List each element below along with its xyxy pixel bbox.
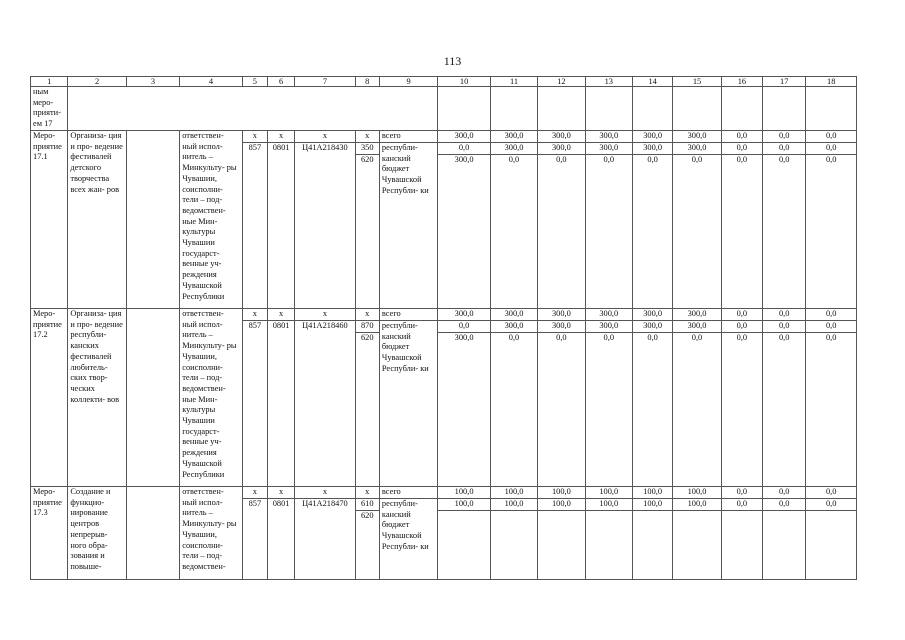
amount-cell: 0,0: [721, 309, 762, 321]
amount-cell: 100,0: [438, 487, 490, 499]
grbs-code: [242, 333, 267, 487]
col-number: 13: [585, 77, 632, 87]
amount-cell: 0,0: [806, 155, 857, 309]
amount-cell: 300,0: [632, 321, 672, 333]
col-number: 11: [490, 77, 537, 87]
empty-cell: [126, 131, 179, 309]
amount-cell: 0,0: [673, 155, 721, 309]
amount-cell: [673, 511, 721, 580]
grbs-code: 857: [242, 499, 267, 511]
col-number: 10: [438, 77, 490, 87]
amount-cell: 0,0: [721, 487, 762, 499]
empty-cell: [673, 87, 721, 131]
section-code: x: [267, 487, 294, 499]
amount-cell: 100,0: [632, 499, 672, 511]
amount-cell: 300,0: [438, 333, 490, 487]
amount-cell: 0,0: [438, 143, 490, 155]
amount-cell: 100,0: [438, 499, 490, 511]
amount-cell: 100,0: [585, 499, 632, 511]
expense-type-code: 620: [355, 511, 379, 580]
empty-cell: [721, 87, 762, 131]
empty-cell: [763, 87, 806, 131]
amount-cell: [538, 511, 585, 580]
amount-cell: 0,0: [806, 131, 857, 143]
grbs-code: [242, 155, 267, 309]
amount-cell: [438, 511, 490, 580]
section-code: 0801: [267, 321, 294, 333]
col-number: 2: [68, 77, 126, 87]
amount-cell: 100,0: [490, 487, 537, 499]
amount-cell: 0,0: [763, 333, 806, 487]
budget-table: [30, 76, 857, 580]
amount-cell: [806, 511, 857, 580]
amount-cell: 0,0: [538, 155, 585, 309]
section-code: 0801: [267, 499, 294, 511]
amount-cell: 0,0: [763, 155, 806, 309]
col-number: 4: [180, 77, 243, 87]
event-id: Меро- приятие 17.2: [31, 309, 68, 487]
amount-cell: 0,0: [763, 143, 806, 155]
amount-cell: 0,0: [763, 487, 806, 499]
grbs-code: x: [242, 131, 267, 143]
funding-source: всего: [379, 309, 437, 321]
amount-cell: 300,0: [490, 131, 537, 143]
amount-cell: 300,0: [632, 143, 672, 155]
target-article-code: Ц41А218460: [295, 321, 356, 333]
col-number: 5: [242, 77, 267, 87]
funding-source: республи- канский бюджет Чувашской Республи- ки: [379, 321, 437, 487]
amount-cell: 0,0: [806, 321, 857, 333]
amount-cell: 0,0: [721, 155, 762, 309]
amount-cell: 0,0: [806, 143, 857, 155]
funding-source: республи- канский бюджет Чувашской Республи- ки: [379, 499, 437, 580]
target-article-code: x: [295, 309, 356, 321]
amount-cell: 0,0: [763, 309, 806, 321]
empty-cell: [806, 87, 857, 131]
amount-cell: [490, 511, 537, 580]
amount-cell: 0,0: [763, 499, 806, 511]
continuation-label: ным меро- прияти- ем 17: [31, 87, 68, 131]
expense-type-code: 620: [355, 333, 379, 487]
amount-cell: [632, 511, 672, 580]
responsible-executor: ответствен- ный испол- нитель – Минкульту- ры Чувашии, соисполни- тели – под- ведомствен- ные Мин- культуры Чувашии государст- венные уч- реждения Чувашской Республики: [180, 131, 243, 309]
section-code: [267, 155, 294, 309]
amount-cell: 0,0: [673, 333, 721, 487]
col-number: 16: [721, 77, 762, 87]
section-code: [267, 333, 294, 487]
empty-cell: [438, 87, 490, 131]
amount-cell: 0,0: [806, 499, 857, 511]
expense-type-code: 610: [355, 499, 379, 511]
amount-cell: 0,0: [538, 333, 585, 487]
target-article-code: [295, 511, 356, 580]
event-title: Организа- ция и про- ведение фестивалей детского творчества всех жан- ров: [68, 131, 126, 309]
grbs-code: x: [242, 309, 267, 321]
empty-cell: [632, 87, 672, 131]
funding-source: республи- канский бюджет Чувашской Республи- ки: [379, 143, 437, 309]
expense-type-code: 870: [355, 321, 379, 333]
amount-cell: 300,0: [585, 131, 632, 143]
section-code: x: [267, 309, 294, 321]
amount-cell: 0,0: [721, 131, 762, 143]
continuation-row: [31, 87, 857, 131]
col-number: 17: [763, 77, 806, 87]
amount-cell: 300,0: [585, 309, 632, 321]
amount-cell: 0,0: [585, 333, 632, 487]
empty-cell: [490, 87, 537, 131]
amount-cell: 300,0: [490, 309, 537, 321]
responsible-executor: ответствен- ный испол- нитель – Минкульту- ры Чувашии, соисполни- тели – под- ведомствен- ные Мин- культуры Чувашии государст- венные уч- реждения Чувашской Республики: [180, 309, 243, 487]
col-number: 9: [379, 77, 437, 87]
section-code: 0801: [267, 143, 294, 155]
col-number: 15: [673, 77, 721, 87]
amount-cell: 100,0: [585, 487, 632, 499]
col-number: 8: [355, 77, 379, 87]
amount-cell: 0,0: [632, 155, 672, 309]
target-article-code: Ц41А218470: [295, 499, 356, 511]
amount-cell: 0,0: [806, 309, 857, 321]
event-row: [31, 487, 857, 499]
responsible-executor: ответствен- ный испол- нитель – Минкульту- ры Чувашии, соисполни- тели – под- ведомствен-: [180, 487, 243, 580]
col-number: 1: [31, 77, 68, 87]
event-row: [31, 309, 857, 321]
amount-cell: 300,0: [632, 309, 672, 321]
grbs-code: [242, 511, 267, 580]
amount-cell: 0,0: [721, 321, 762, 333]
amount-cell: 300,0: [632, 131, 672, 143]
amount-cell: 0,0: [490, 333, 537, 487]
empty-cell: [538, 87, 585, 131]
amount-cell: 300,0: [673, 321, 721, 333]
grbs-code: 857: [242, 321, 267, 333]
empty-cell: [126, 487, 179, 580]
amount-cell: 100,0: [538, 499, 585, 511]
column-number-row: [31, 77, 857, 87]
amount-cell: 300,0: [585, 143, 632, 155]
amount-cell: 100,0: [632, 487, 672, 499]
amount-cell: 0,0: [806, 487, 857, 499]
col-number: 18: [806, 77, 857, 87]
amount-cell: 0,0: [438, 321, 490, 333]
amount-cell: 300,0: [673, 131, 721, 143]
amount-cell: 100,0: [673, 487, 721, 499]
section-code: [267, 511, 294, 580]
target-article-code: Ц41А218430: [295, 143, 356, 155]
event-title: Организа- ция и про- ведение республи- канских фестивалей любитель- ских твор- ческих коллекти- вов: [68, 309, 126, 487]
expense-type-code: x: [355, 309, 379, 321]
col-number: 12: [538, 77, 585, 87]
amount-cell: 300,0: [490, 321, 537, 333]
empty-cell: [585, 87, 632, 131]
amount-cell: 300,0: [673, 309, 721, 321]
amount-cell: 100,0: [673, 499, 721, 511]
col-number: 14: [632, 77, 672, 87]
amount-cell: 300,0: [538, 321, 585, 333]
funding-source: всего: [379, 487, 437, 499]
amount-cell: [763, 511, 806, 580]
expense-type-code: 350: [355, 143, 379, 155]
funding-source: всего: [379, 131, 437, 143]
amount-cell: 0,0: [763, 131, 806, 143]
expense-type-code: x: [355, 131, 379, 143]
amount-cell: 0,0: [806, 333, 857, 487]
target-article-code: [295, 155, 356, 309]
amount-cell: 0,0: [721, 499, 762, 511]
col-number: 7: [295, 77, 356, 87]
event-title: Создание и функцио- нирование центров непрерыв- ного обра- зования и повыше-: [68, 487, 126, 580]
col-number: 6: [267, 77, 294, 87]
amount-cell: [585, 511, 632, 580]
amount-cell: 300,0: [438, 131, 490, 143]
amount-cell: 300,0: [585, 321, 632, 333]
amount-cell: 0,0: [585, 155, 632, 309]
grbs-code: 857: [242, 143, 267, 155]
amount-cell: 300,0: [673, 143, 721, 155]
col-number: 3: [126, 77, 179, 87]
amount-cell: 0,0: [721, 143, 762, 155]
amount-cell: 0,0: [763, 321, 806, 333]
target-article-code: [295, 333, 356, 487]
event-row: [31, 131, 857, 143]
amount-cell: [721, 511, 762, 580]
event-id: Меро- приятие 17.3: [31, 487, 68, 580]
amount-cell: 0,0: [721, 333, 762, 487]
amount-cell: 300,0: [538, 309, 585, 321]
amount-cell: 300,0: [438, 309, 490, 321]
page-number: 113: [443, 54, 462, 68]
amount-cell: 300,0: [538, 131, 585, 143]
amount-cell: 100,0: [490, 499, 537, 511]
grbs-code: x: [242, 487, 267, 499]
amount-cell: 300,0: [438, 155, 490, 309]
amount-cell: 300,0: [490, 143, 537, 155]
continuation-blank: [68, 87, 438, 131]
expense-type-code: x: [355, 487, 379, 499]
expense-type-code: 620: [355, 155, 379, 309]
amount-cell: 0,0: [632, 333, 672, 487]
target-article-code: x: [295, 131, 356, 143]
target-article-code: x: [295, 487, 356, 499]
section-code: x: [267, 131, 294, 143]
amount-cell: 0,0: [490, 155, 537, 309]
amount-cell: 300,0: [538, 143, 585, 155]
event-id: Меро- приятие 17.1: [31, 131, 68, 309]
amount-cell: 100,0: [538, 487, 585, 499]
empty-cell: [126, 309, 179, 487]
